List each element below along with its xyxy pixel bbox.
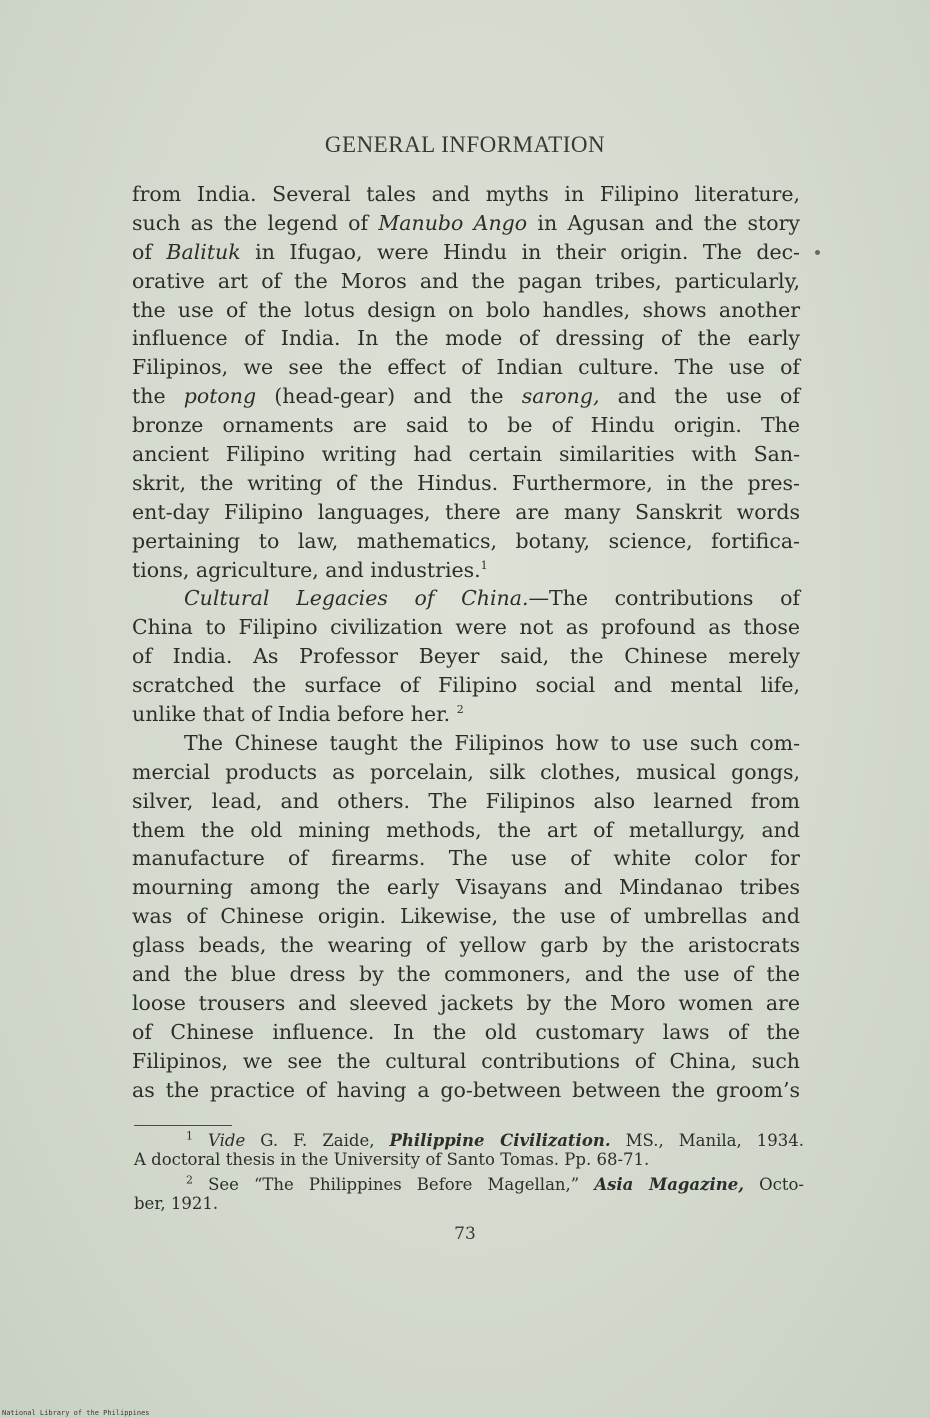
page-number: 73 bbox=[454, 1224, 476, 1244]
running-head: GENERAL INFORMATION bbox=[324, 132, 606, 157]
text-line: the use of the lotus design on bolo handles, shows another bbox=[132, 297, 800, 322]
text-line: manufacture of firearms. The use of white color for bbox=[132, 846, 800, 871]
text-line: was of Chinese origin. Likewise, the use of umbrellas and bbox=[132, 904, 800, 929]
text-line: of Chinese influence. In the old customary laws of the bbox=[132, 1019, 800, 1044]
text-line: tions, agriculture, and industries.$^1$ bbox=[132, 557, 488, 582]
text-line: orative art of the Moros and the pagan tribes, particularly, bbox=[132, 268, 800, 293]
text-line: them the old mining methods, the art of metallurgy, and bbox=[132, 817, 800, 842]
footnote-line: ber, 1921. bbox=[134, 1194, 219, 1213]
text-line: China to Filipino civilization were not as profound as those bbox=[132, 615, 800, 640]
text-line: glass beads, the wearing of yellow garb by the aristocrats bbox=[132, 933, 800, 958]
section-heading-line: Cultural Legacies of China.—The contributions of bbox=[184, 586, 801, 611]
text-line: Filipinos, we see the effect of Indian culture. The use of bbox=[132, 355, 800, 380]
footnote-line: $^1$ Vide G. F. Zaide, Philippine Civilization. MS., Manila, 1934. bbox=[186, 1129, 804, 1150]
text-line: ent-day Filipino languages, there are many Sanskrit words bbox=[132, 499, 800, 524]
text-line: skrit, the writing of the Hindus. Furthermore, in the pres- bbox=[132, 470, 800, 495]
text-line: of India. As Professor Beyer said, the Chinese merely bbox=[132, 644, 800, 669]
ink-spot bbox=[815, 250, 820, 255]
footnote-line: A doctoral thesis in the University of Santo Tomas. Pp. 68-71. bbox=[134, 1150, 650, 1169]
text-line: of Balituk in Ifugao, were Hindu in their origin. The dec- bbox=[132, 239, 800, 264]
text-line: The Chinese taught the Filipinos how to use such com- bbox=[184, 730, 800, 755]
text-line: influence of India. In the mode of dressing of the early bbox=[132, 326, 800, 351]
text-line: as the practice of having a go-between between the groom’s bbox=[132, 1077, 800, 1102]
text-line: scratched the surface of Filipino social and mental life, bbox=[132, 673, 800, 698]
text-line: from India. Several tales and myths in Filipino literature, bbox=[132, 182, 800, 206]
text-line: mourning among the early Visayans and Mindanao tribes bbox=[132, 875, 800, 900]
library-watermark: National Library of the Philippines bbox=[2, 1409, 150, 1417]
text-line: silver, lead, and others. The Filipinos also learned from bbox=[132, 788, 800, 813]
text-line: the potong (head-gear) and the sarong, and the use of bbox=[132, 384, 800, 409]
body-text bbox=[132, 180, 800, 1105]
text-line: ancient Filipino writing had certain similarities with San- bbox=[132, 442, 800, 467]
text-line: mercial products as porcelain, silk clothes, musical gongs, bbox=[132, 759, 800, 784]
footnote-line: $^2$ See “The Philippines Before Magellan,” Asia Magazine, Octo- bbox=[186, 1173, 805, 1194]
text-line: and the blue dress by the commoners, and the use of the bbox=[132, 962, 800, 987]
text-line: pertaining to law, mathematics, botany, science, fortifica- bbox=[132, 528, 800, 553]
text-line: loose trousers and sleeved jackets by the Moro women are bbox=[132, 990, 800, 1015]
footnotes bbox=[134, 1131, 804, 1213]
text-line: Filipinos, we see the cultural contributions of China, such bbox=[132, 1048, 800, 1073]
text-line: unlike that of India before her. $^2$ bbox=[132, 702, 464, 727]
text-line: such as the legend of Manubo Ango in Agusan and the story bbox=[132, 210, 800, 235]
footnote-rule bbox=[134, 1125, 232, 1126]
text-line: bronze ornaments are said to be of Hindu origin. The bbox=[132, 413, 800, 438]
